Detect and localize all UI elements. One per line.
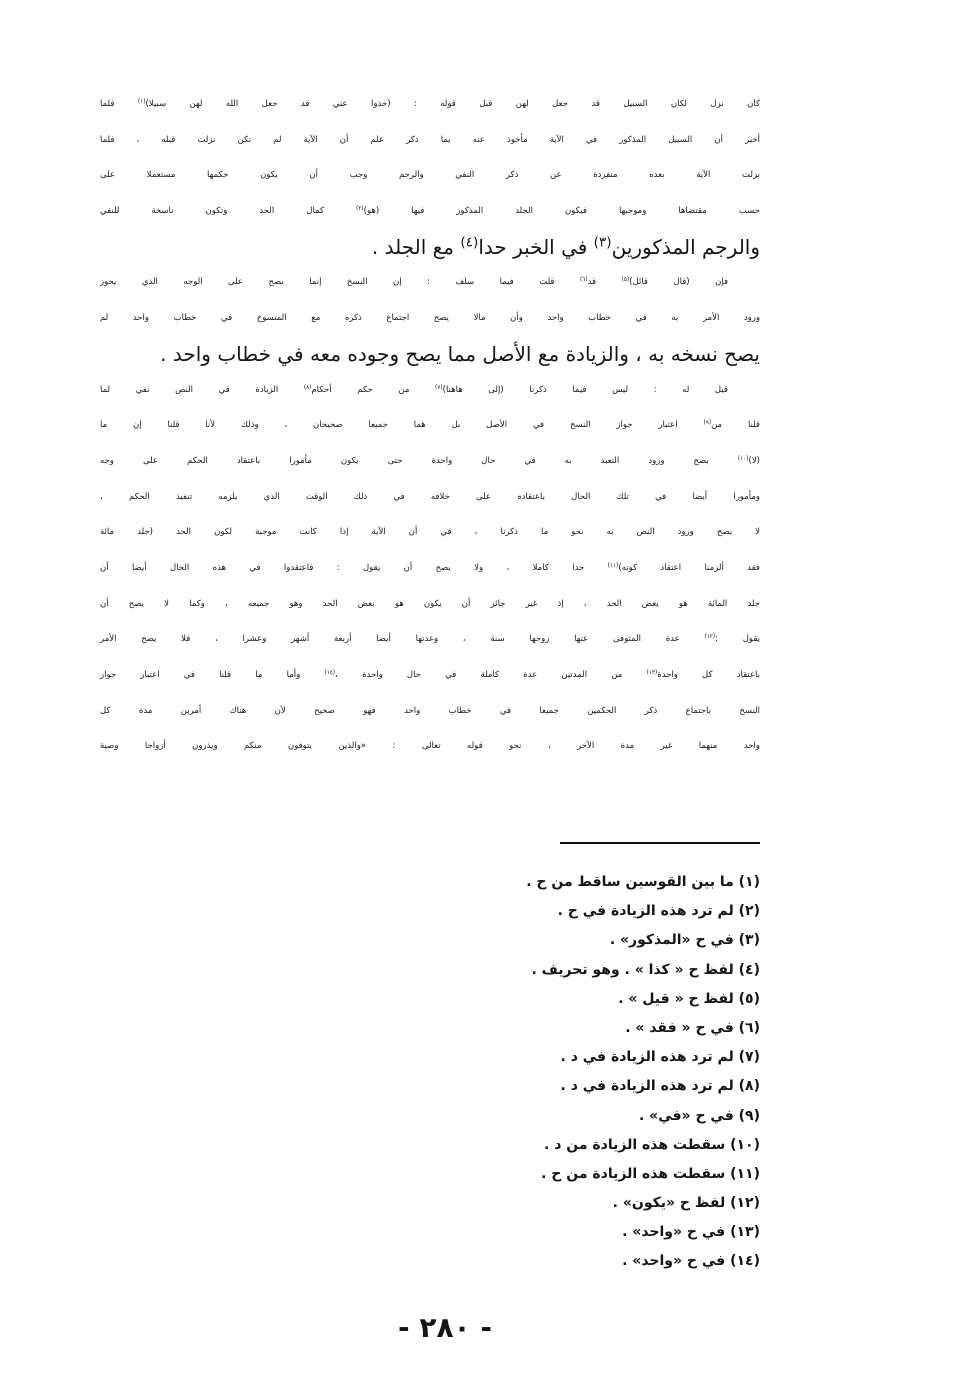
footnote-ref: (١٣) [646, 669, 658, 676]
body-line: قلنا من$^{(٩)}$ اعتبار جواز النسخ في الأصل بل هما جميعا صحيحان ، وذلك لأنا قلنا إن ما [100, 420, 760, 431]
footnote-ref: (١١) [607, 562, 619, 569]
footnote-item: (٥) لفظ ح « قيل » . [618, 990, 760, 1007]
footnote-separator [560, 842, 760, 844]
footnote-ref: (٥) [621, 277, 630, 284]
footnote-ref: (٨) [303, 384, 312, 391]
body-line: لا يصح ورود النص به نحو ما ذكرنا ، في أن الآية إذا كانت موجبة لكون الحد (جلد مائة [100, 527, 760, 538]
body-line: أخبر أن السبيل المذكور في الآية مأخوذ عنه بما ذكر علم أن الآية لم تكن نزلت قبله ، فلما [100, 134, 760, 145]
body-line: ورود الأمر به في خطاب واحد وأن مالا يصح اجتماع ذكره مع المنسوخ في خطاب واحد لم [100, 313, 760, 324]
body-line: والرجم المذكورين$^{(٣)}$ في الخبر حدا$^{(٤)}$ مع الجلد . [371, 234, 760, 259]
body-line: يصح نسخه به ، والزيادة مع الأصل مما يصح وجوده معه في خطاب واحد . [160, 341, 760, 366]
footnote-item: (١٣) في ح «واحد» . [622, 1224, 760, 1241]
body-line: فقد ألزمنا اعتقاد كونه)$^{(١١)}$ حدا كاملا ، ولا يصح أن يقول : فاعتقدوا في هذه الحال أيضا أن [100, 562, 761, 573]
footnote-ref: (١٤) [324, 669, 336, 676]
body-line: حسب مقتضاها وموجبها فيكون الجلد المذكور فيها (هو)$^{(٢)}$ كمال الحد وتكون ناسخة للنفي [100, 205, 760, 217]
body-line: باعتقاد كل واحدة$^{(١٣)}$ من المدتين عدة كاملة في حال واحدة ،$^{(١٤)}$ وأما ما قلنا في اعتبار جواز [100, 669, 761, 680]
body-line: واحد منهما غير مدة الآخر ، نحو قوله تعالى : «والذين يتوفون منكم ويذرون أزواجا وصية [100, 741, 760, 752]
body-line: ومأمورا أيضا في تلك الحال باعتقاده على خلافه في ذلك الوقت الذي يلزمه تنفيذ الحكم ، [100, 491, 760, 502]
body-line: فإن (قال قائل)$^{(٥)}$ قد$^{(٦)}$ قلت فيما سلف : إن النسخ إنما يصح على الوجه الذي يجوز [100, 277, 729, 288]
body-line: نزلت الآية بعده منفردة عن ذكر النفي والرجم وجب أن يكون حكمها مستعملا على [100, 170, 760, 181]
footnote-item: (٨) لم ترد هذه الزيادة في د . [560, 1078, 760, 1095]
footnote-item: (١٢) لفظ ح «يكون» . [612, 1195, 760, 1212]
footnote-ref: (٦) [579, 277, 588, 284]
footnote-item: (١٠) سقطت هذه الزيادة من د . [544, 1136, 760, 1153]
footnote-item: (١) ما بين القوسين ساقط من ح . [526, 874, 760, 890]
footnote-item: (٩) في ح «في» . [638, 1107, 760, 1124]
footnote-item: (٦) في ح « فقد » . [625, 1019, 760, 1036]
footnote-item: (١٤) في ح «واحد» . [622, 1253, 760, 1270]
body-line: النسخ باجتماع ذكر الحكمين جميعا في خطاب واحد فهو صحيح لأن هناك أمرين مدة كل [100, 705, 760, 716]
footnote-item: (١١) سقطت هذه الزيادة من ح . [541, 1165, 760, 1182]
footnote-ref: (٢) [356, 205, 364, 212]
footnote-ref: (١٢) [704, 634, 716, 641]
footnote-item: (٣) في ح «المذكور» . [609, 932, 760, 949]
footnotes-list [380, 868, 760, 1277]
footnote-item: (٧) لم ترد هذه الزيادة في د . [560, 1049, 760, 1066]
footnote-item: (٢) لم ترد هذه الزيادة في ح . [557, 903, 760, 920]
body-line: قيل له : ليس فيما ذكرنا (إلى هاهنا)$^{(٧)}$ من حكم أحكام$^{(٨)}$ الزيادة في النص نفي لما [100, 384, 728, 395]
footnote-ref: (٤) [460, 234, 479, 251]
footnote-ref: (٣) [593, 234, 612, 251]
body-line: كان نزل لكان السبيل قد جعل لهن قبل قوله : (خذوا عني قد جعل الله لهن سبيلا)$^{(١)}$ فلما [100, 98, 760, 109]
page-number: - ٢٨٠ - [397, 1311, 493, 1344]
body-line: جلد المائة هو بعض الحد ، إذ غير جائز أن يكون هو بعض الحد وهو جميعه ، وكما لا يصح أن [100, 598, 760, 609]
footnote-ref: (١٠) [737, 455, 749, 462]
footnote-ref: (٩) [703, 420, 712, 427]
body-line: (لا)$^{(١٠)}$ يصح ورود التعبد به في حال واحدة حتى يكون مأمورا باعتقاد الحكم على وجه [100, 455, 760, 466]
footnote-item: (٤) لفظ ح « كذا » . وهو تحريف . [531, 961, 760, 978]
body-text [100, 87, 760, 765]
body-line: يقول :$^{(١٢)}$ عدة المتوفى عنها زوجها سنة ، وعدتها أيضا أربعة أشهر وعشرا ، فلا يصح الأمر [100, 634, 760, 645]
footnote-ref: (٧) [435, 384, 443, 391]
footnote-ref: (١) [137, 98, 146, 105]
